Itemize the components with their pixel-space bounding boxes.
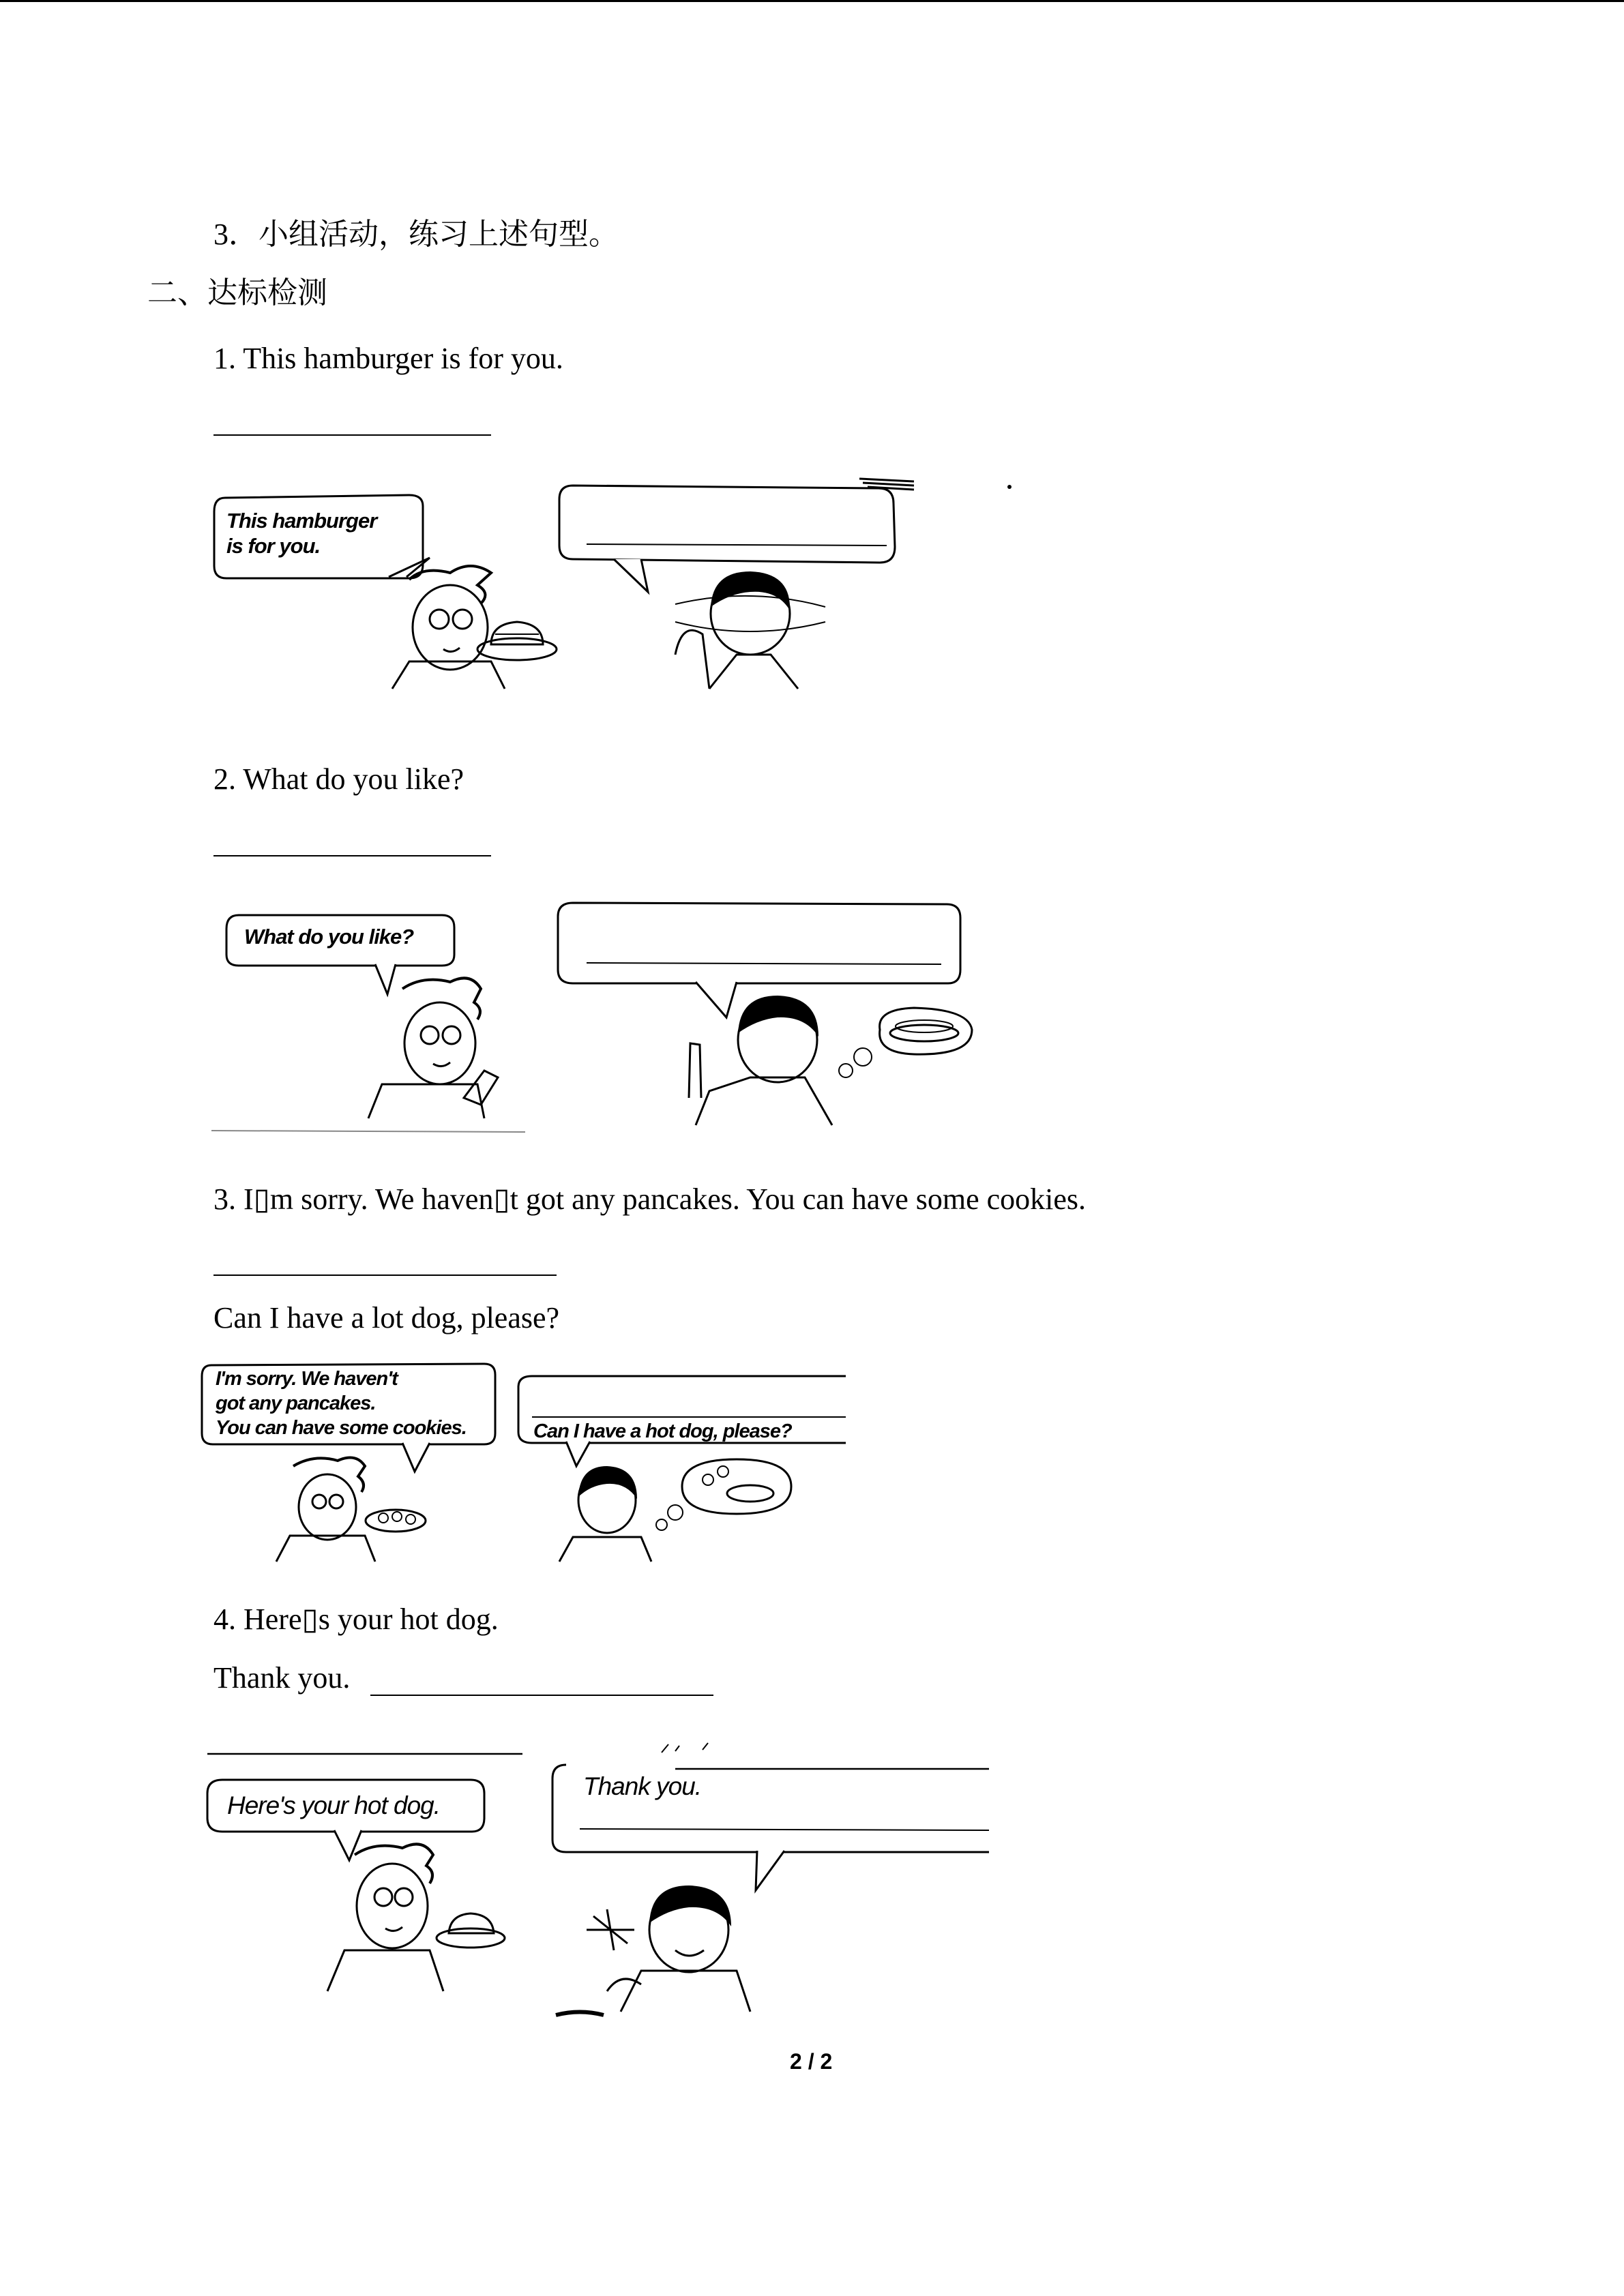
boy-figure	[392, 566, 557, 689]
exercise-2-prompt: 2. What do you like?	[213, 762, 464, 796]
boy-figure	[276, 1458, 426, 1562]
page-number: 2 / 2	[790, 2049, 833, 2074]
page-top-border	[0, 0, 1624, 2]
girl-figure	[556, 1885, 750, 2015]
bubble-text-1: This hamburger is for you.	[226, 509, 377, 558]
bubble-text-4-right: Thank you.	[583, 1772, 702, 1800]
answer-line-2[interactable]	[213, 855, 491, 856]
stray-dot	[1007, 485, 1012, 489]
girl-figure	[559, 1459, 791, 1562]
section-heading: 二、达标检测	[147, 276, 327, 310]
activity-3-text: 3．小组活动，练习上述句型。	[213, 218, 619, 251]
exercise-3-line2: Can I have a lot dog, please?	[213, 1301, 560, 1335]
bubble-text-2: What do you like?	[244, 925, 414, 949]
answer-line-4[interactable]	[370, 1695, 713, 1696]
exercise-4-prompt: 4. Here▯s your hot dog.	[213, 1602, 499, 1636]
answer-line-3[interactable]	[213, 1274, 557, 1276]
bubble-text-3-right: Can I have a hot dog, please?	[533, 1420, 792, 1442]
exercise-1-prompt: 1. This hamburger is for you.	[213, 342, 563, 375]
boy-figure	[327, 1844, 505, 1991]
bubble-text-4-left: Here's your hot dog.	[227, 1791, 441, 1819]
girl-figure	[675, 571, 825, 689]
exercise-4-line2: Thank you.	[213, 1661, 351, 1695]
answer-line-1[interactable]	[213, 434, 491, 436]
bubble-text-3-left: I'm sorry. We haven't got any pancakes. You can have some cookies.	[216, 1368, 467, 1439]
girl-figure	[689, 996, 972, 1125]
illustration-1	[205, 471, 928, 696]
boy-figure	[368, 978, 498, 1118]
exercise-3-prompt: 3. I▯m sorry. We haven▯t got any pancakes. You can have some cookies.	[213, 1182, 1087, 1216]
